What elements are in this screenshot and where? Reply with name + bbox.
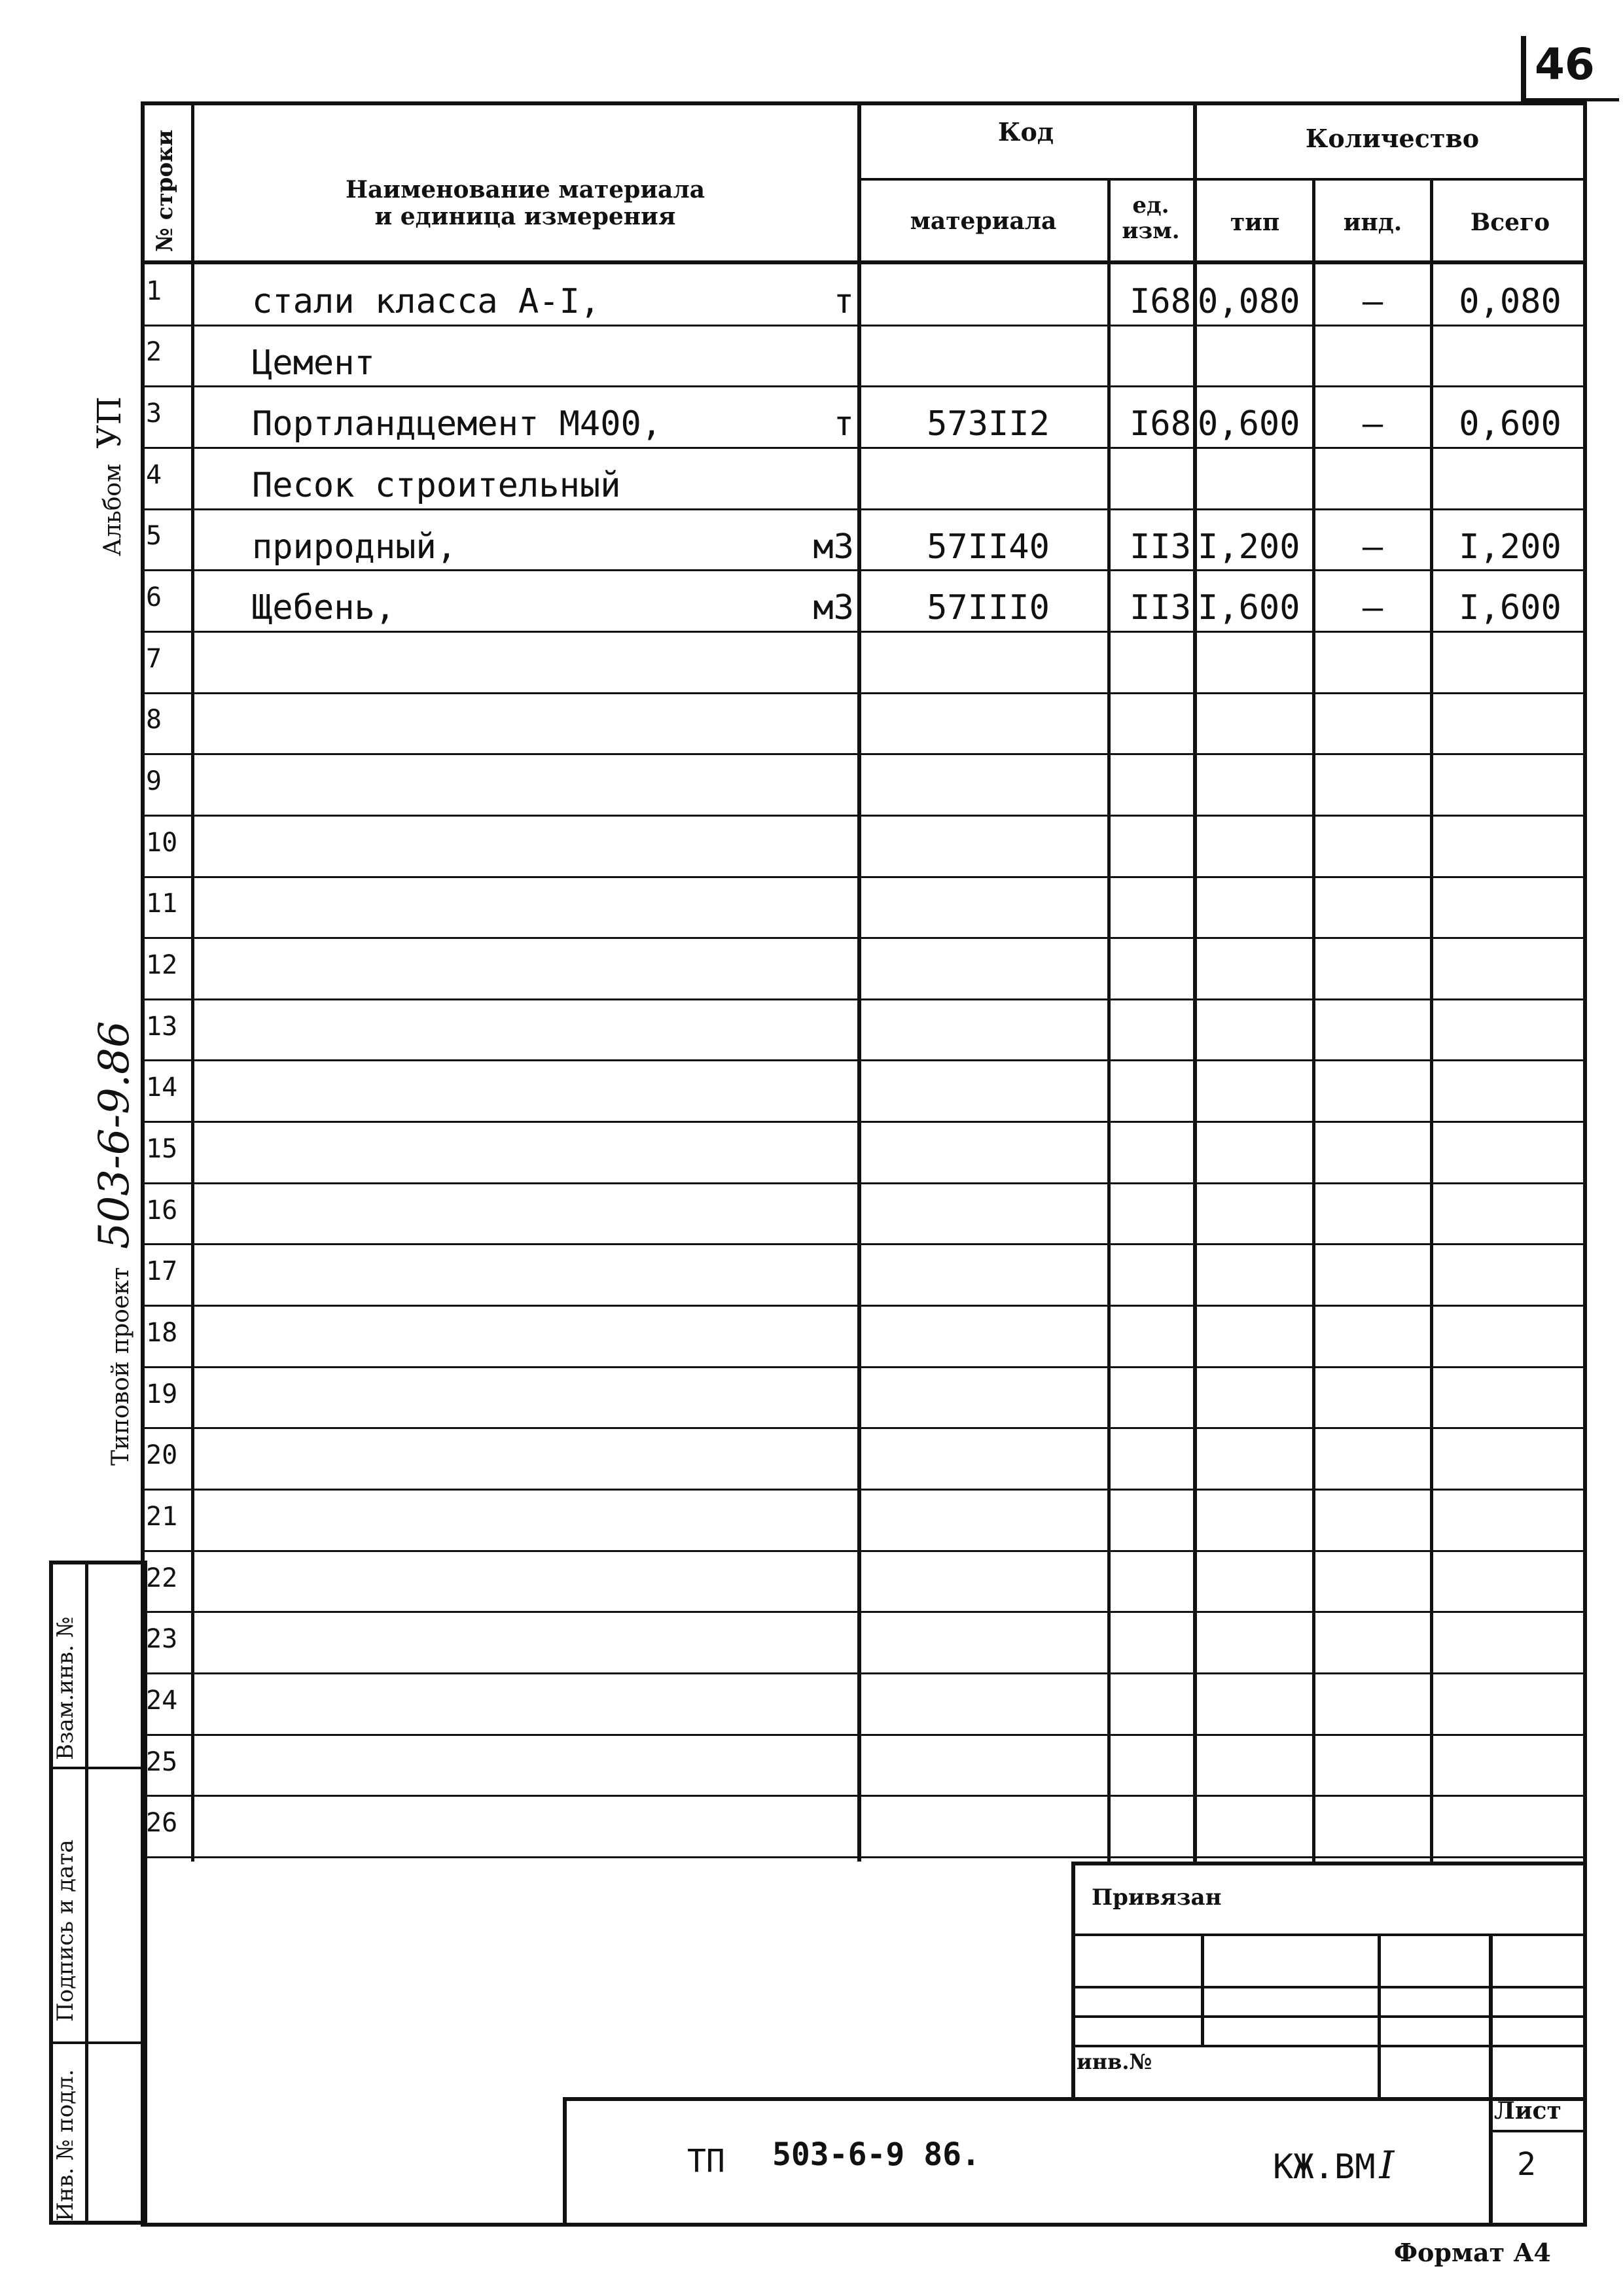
measure-unit: м3: [813, 527, 854, 567]
material-name: стали класса А-I,: [252, 282, 601, 322]
row-number: 18: [146, 1317, 178, 1348]
header-quantity: Количество: [1305, 124, 1480, 153]
row-number: 4: [146, 459, 162, 490]
table-row: [141, 449, 1587, 510]
doc-code: 503-6-9 86.: [772, 2136, 980, 2173]
measure-unit: м3: [813, 588, 854, 628]
header-code-material: материала: [910, 207, 1057, 235]
row-number: 1: [146, 275, 162, 306]
doc-mark-text: КЖ.ВМ: [1273, 2147, 1376, 2187]
page-number: 46: [1535, 39, 1595, 90]
row-number: 22: [146, 1563, 178, 1593]
table-row: [141, 387, 1587, 449]
material-name: Щебень,: [252, 588, 396, 628]
table-row: [141, 510, 1587, 572]
title-grid-line: [1071, 1934, 1587, 1936]
material-name: Портландцемент М400,: [252, 404, 662, 444]
table-row: [141, 1123, 1587, 1184]
qty-ind: –: [1362, 404, 1383, 444]
album-text: Альбом: [99, 463, 126, 556]
title-grid-col: [1201, 1934, 1204, 2045]
table-row: [141, 1552, 1587, 1614]
qty-total: I,600: [1459, 588, 1561, 628]
title-grid-line: [1071, 2045, 1587, 2047]
header-q-total: Всего: [1470, 209, 1550, 236]
stamp-vzam-inv: Взам.инв. №: [52, 1616, 79, 1760]
material-code: 573II2: [927, 404, 1050, 444]
header-code: Код: [997, 117, 1054, 147]
row-number: 2: [146, 337, 162, 368]
table-row: [141, 1368, 1587, 1430]
title-grid-line: [1071, 2015, 1587, 2018]
qty-type: 0,080: [1198, 282, 1300, 322]
qty-total: I,200: [1459, 527, 1561, 567]
sheet-label: Лист: [1494, 2097, 1561, 2125]
row-number: 16: [146, 1195, 178, 1226]
material-name: природный,: [252, 527, 457, 567]
material-name: Цемент: [252, 343, 375, 383]
header-q-ind: инд.: [1343, 209, 1402, 236]
table-row: [141, 694, 1587, 756]
stamp-divider: [49, 1767, 147, 1769]
row-number: 24: [146, 1685, 178, 1716]
header-unit-line1: ед.: [1132, 192, 1169, 219]
stamp-divider: [49, 2041, 147, 2044]
doc-mark: [1273, 2143, 1394, 2187]
material-code: 57III0: [927, 588, 1050, 628]
table-row: [141, 1245, 1587, 1307]
project-number: 503-6-9.86: [90, 1021, 139, 1250]
row-number: 15: [146, 1133, 178, 1164]
row-number: 12: [146, 950, 178, 981]
row-number: 14: [146, 1072, 178, 1103]
inv-no-label: инв.№: [1077, 2049, 1152, 2074]
header-code-unit: [1110, 193, 1192, 244]
measure-unit: т: [833, 404, 854, 444]
album-label: [90, 397, 128, 556]
header-unit-line2: изм.: [1122, 218, 1180, 245]
doc-prefix: ТП: [687, 2143, 725, 2180]
measure-unit: т: [833, 282, 854, 322]
title-grid-col: [1378, 1934, 1381, 2097]
tied-label: Привязан: [1092, 1884, 1222, 1911]
table-row: [141, 1797, 1587, 1858]
row-number: 23: [146, 1624, 178, 1655]
qty-type: 0,600: [1198, 404, 1300, 444]
unit-code: II3: [1130, 588, 1191, 628]
doc-mark-suffix: I: [1379, 2143, 1395, 2187]
title-block-top: [1071, 1862, 1587, 1865]
row-number: 10: [146, 827, 178, 858]
table-row: [141, 817, 1587, 878]
title-grid-col: [1489, 1934, 1493, 2227]
stamp-top: [563, 2097, 1587, 2101]
table-row: [141, 571, 1587, 633]
table-row: [141, 1736, 1587, 1797]
format-label: Формат А4: [1394, 2238, 1551, 2267]
table-row: [141, 1491, 1587, 1552]
row-number: 17: [146, 1256, 178, 1287]
row-number: 5: [146, 521, 162, 552]
header-bottom-rule: [141, 260, 1587, 264]
sheet-number: 2: [1517, 2146, 1536, 2183]
table-row: [141, 755, 1587, 817]
stamp-left: [563, 2097, 567, 2227]
stamp-inv-podl: Инв. № подл.: [52, 2069, 79, 2221]
table-row: [141, 327, 1587, 388]
row-number: 26: [146, 1808, 178, 1839]
row-separator: [141, 1856, 1587, 1858]
title-block-left: [1071, 1862, 1075, 2097]
row-number: 21: [146, 1501, 178, 1532]
row-number: 8: [146, 705, 162, 735]
row-number: 3: [146, 398, 162, 429]
table-row: [141, 939, 1587, 1000]
qty-total: 0,600: [1459, 404, 1561, 444]
header-row-no: № строки: [152, 130, 178, 252]
table-row: [141, 878, 1587, 940]
unit-code: II3: [1130, 527, 1191, 567]
material-name: Песок строительный: [252, 466, 621, 506]
table-row: [141, 1184, 1587, 1246]
row-number: 7: [146, 643, 162, 674]
project-text: Типовой проект: [107, 1267, 134, 1466]
page-number-rule: [1521, 36, 1526, 101]
header-q-type: тип: [1230, 209, 1280, 236]
album-number: УП: [90, 396, 128, 449]
header-code-rule: [857, 178, 1587, 181]
sheet-label-rule: [1489, 2130, 1587, 2132]
qty-ind: –: [1362, 588, 1383, 628]
header-name: [196, 177, 854, 231]
table-row: [141, 1307, 1587, 1368]
row-number: 20: [146, 1440, 178, 1471]
table-row: [141, 1613, 1587, 1674]
row-number: 19: [146, 1379, 178, 1409]
stamp-signature-date: Подпись и дата: [52, 1839, 79, 2022]
qty-total: 0,080: [1459, 282, 1561, 322]
stamp-divider: [85, 1561, 88, 2225]
table-row: [141, 1674, 1587, 1736]
table-row: [141, 265, 1587, 327]
material-code: 57II40: [927, 527, 1050, 567]
header-name-line2: и единица измерения: [374, 203, 676, 231]
qty-type: I,600: [1198, 588, 1300, 628]
row-number: 13: [146, 1011, 178, 1042]
qty-ind: –: [1362, 527, 1383, 567]
title-grid-line: [1071, 1986, 1587, 1988]
row-number: 9: [146, 766, 162, 797]
row-number: 25: [146, 1746, 178, 1777]
table-row: [141, 1000, 1587, 1062]
qty-type: I,200: [1198, 527, 1300, 567]
table-row: [141, 1062, 1587, 1123]
row-number: 6: [146, 582, 162, 613]
header-name-line1: Наименование материала: [345, 176, 705, 203]
table-row: [141, 1429, 1587, 1491]
unit-code: I68: [1130, 282, 1191, 322]
project-label: [90, 1021, 139, 1466]
table-row: [141, 633, 1587, 694]
row-number: 11: [146, 889, 178, 919]
unit-code: I68: [1130, 404, 1191, 444]
qty-ind: –: [1362, 282, 1383, 322]
